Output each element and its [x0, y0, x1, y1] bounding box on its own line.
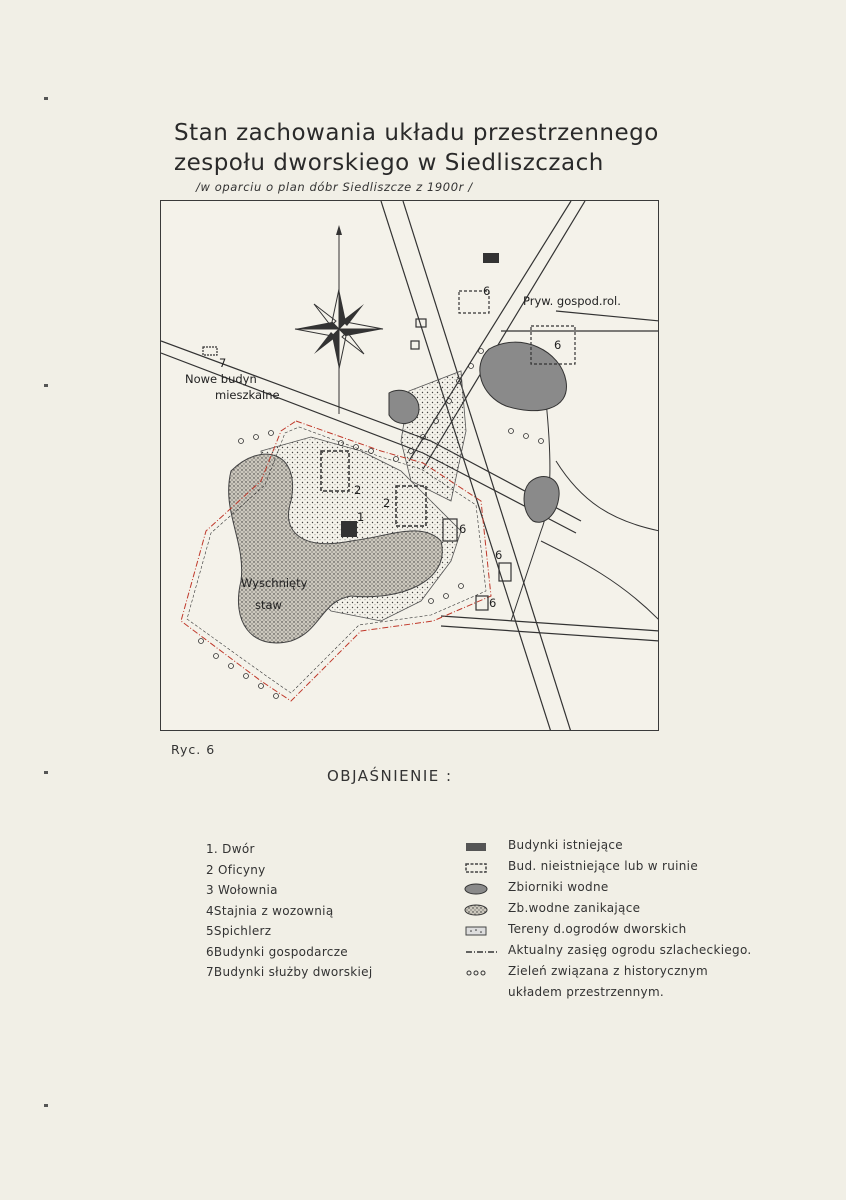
legend-symbol-label: Bud. nieistniejące lub w ruinie: [508, 859, 698, 873]
number-label: 2: [383, 496, 391, 510]
number-label: 6: [459, 522, 467, 536]
number-label: 1: [357, 510, 365, 524]
map-drawing: [161, 201, 659, 731]
punch-mark: [44, 384, 48, 387]
punch-mark: [44, 97, 48, 100]
figure-label: Ryc. 6: [171, 742, 216, 757]
legend-symbol-label: Budynki istniejące: [508, 838, 623, 852]
water-body-icon: [464, 882, 504, 896]
punch-mark: [44, 1104, 48, 1107]
legend-symbols: [464, 838, 752, 1003]
road-north-south: [381, 201, 551, 731]
legend-key: 4Stajnia z wozownią: [206, 903, 334, 918]
legend-row-water: [464, 880, 620, 901]
pond-east: [524, 477, 559, 523]
number-label: 2: [354, 483, 362, 497]
legend-symbol-label-cont: układem przestrzennym.: [508, 985, 665, 999]
servants-building: [203, 347, 217, 355]
title-line-1: Stan zachowania układu przestrzennego: [174, 120, 659, 146]
label-new-housing: Nowe budyn: [185, 372, 257, 386]
legend-row-existing: [464, 838, 623, 859]
legend-key: 1. Dwór: [206, 842, 255, 856]
number-label: 6: [554, 338, 562, 352]
manor-house: [341, 521, 357, 537]
legend-symbol-label: Zieleń związana z historycznym: [508, 964, 708, 978]
punch-mark: [44, 771, 48, 774]
legend-row-vanishing-water: [464, 901, 641, 922]
number-label: 7: [219, 356, 227, 370]
farm-building-6e: [476, 596, 488, 610]
title-line-2: zespołu dworskiego w Siedliszczach: [174, 150, 604, 176]
legend-key: 6Budynki gospodarcze: [206, 944, 348, 959]
legend-symbol-label: Zbiorniki wodne: [508, 880, 609, 894]
legend-symbol-label: Aktualny zasięg ogrodu szlacheckiego.: [508, 943, 752, 957]
estate-map: [160, 200, 659, 731]
page-subtitle: /w oparciu o plan dóbr Siedliszcze z 1900r /: [196, 180, 473, 194]
page-title: [174, 118, 774, 178]
stream-branch: [556, 461, 659, 531]
number-label: 6: [495, 548, 503, 562]
number-label: 6: [489, 596, 497, 610]
legend-row-boundary: [464, 943, 752, 964]
number-label: 6: [483, 284, 491, 298]
label-private-farm: Pryw. gospod.rol.: [523, 294, 621, 308]
road-private-farm-2: [556, 311, 659, 321]
stream-branch-2: [541, 541, 659, 621]
garden-area-icon: [464, 924, 504, 938]
small-building: [411, 341, 419, 349]
compass-rose-icon: [295, 225, 383, 414]
outline-building-icon: [464, 861, 504, 875]
legend-symbol-label: Zb.wodne zanikające: [508, 901, 641, 915]
legend-symbol-label: Tereny d.ogrodów dworskich: [508, 922, 687, 936]
legend-row-garden: [464, 922, 687, 943]
legend-row-trees: [464, 964, 708, 985]
dash-dot-line-icon: [464, 945, 504, 959]
label-pond: staw: [255, 598, 282, 612]
pond-northeast: [480, 342, 567, 411]
label-residential: mieszkalne: [215, 388, 280, 402]
legend-key: 2 Oficyny: [206, 862, 266, 877]
legend-key: 3 Wołownia: [206, 883, 278, 897]
farm-building: [483, 253, 499, 263]
legend-title: OBJAŚNIENIE :: [327, 767, 453, 785]
legend-keys: [206, 842, 372, 986]
legend-key: 5Spichlerz: [206, 924, 272, 938]
label-dried-pond: Wyschnięty: [241, 576, 308, 590]
legend-row-ruin: [464, 859, 698, 880]
solid-building-icon: [464, 840, 504, 854]
circles-row-icon: [464, 966, 504, 980]
farm-building-6d: [499, 563, 511, 581]
legend-key: 7Budynki służby dworskiej: [206, 965, 373, 979]
vanishing-water-icon: [464, 903, 504, 917]
